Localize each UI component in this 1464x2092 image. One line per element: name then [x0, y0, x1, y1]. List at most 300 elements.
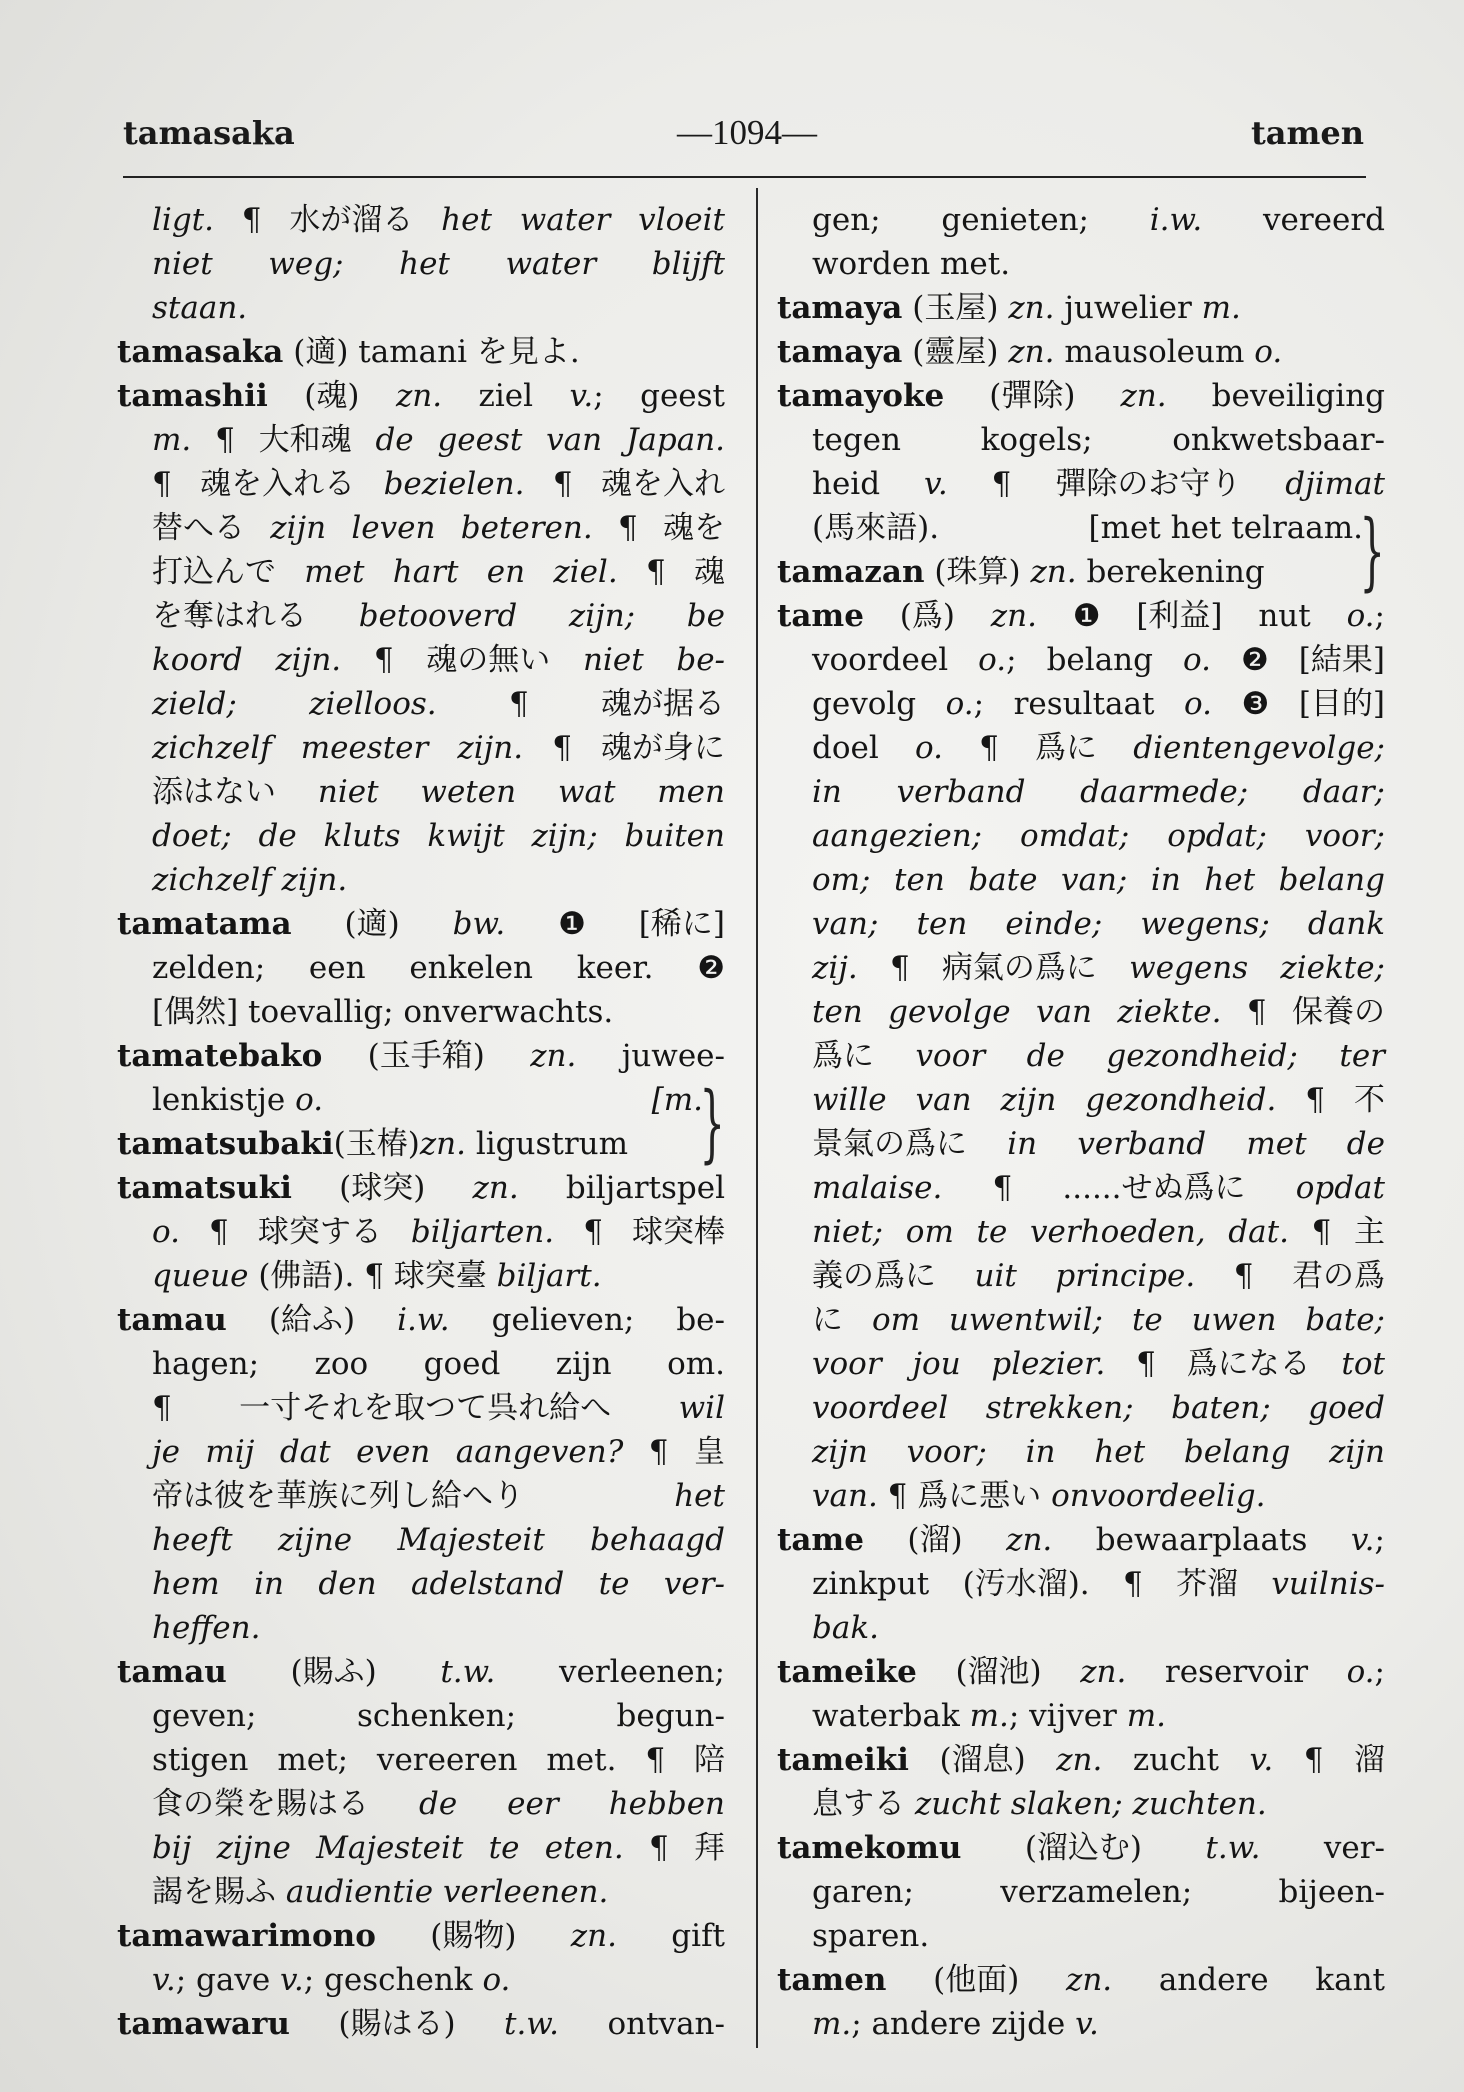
entry-text: を奪はれる — [152, 598, 359, 634]
translation-text: het — [674, 1478, 725, 1514]
translation-text: zn. — [472, 1170, 519, 1206]
entry-text: ¶ 爲になる — [1105, 1346, 1342, 1382]
translation-text: o. — [1183, 642, 1211, 678]
translation-text: van. — [812, 1478, 878, 1514]
translation-text: tot — [1341, 1346, 1385, 1382]
dictionary-line — [777, 1210, 1385, 1254]
entry-text: 食の榮を賜はる — [152, 1786, 419, 1822]
entry-text: (玉手箱) — [322, 1038, 531, 1074]
translation-text: t.w. — [504, 2006, 560, 2042]
entry-text: ; geschenk — [303, 1962, 483, 1998]
entry-text: (賜ふ) — [226, 1654, 441, 1690]
translation-text: zichzelf zijn. — [152, 862, 348, 898]
entry-text: zucht — [1102, 1742, 1250, 1778]
translation-text: malaise. — [812, 1170, 943, 1206]
entry-text: ¶ 水が溜る — [214, 202, 442, 238]
translation-text: zn. — [1008, 334, 1055, 370]
headword: tamatama — [117, 906, 292, 942]
dictionary-line — [117, 770, 725, 814]
dictionary-line — [777, 946, 1385, 990]
dictionary-entry — [777, 1650, 1385, 1738]
dictionary-entry — [777, 594, 1385, 1518]
dictionary-line — [777, 1122, 1385, 1166]
entry-text: (溜池) — [916, 1654, 1081, 1690]
entry-text: (玉椿) — [333, 1126, 420, 1162]
entry-text: ¶ 魂を入れ — [524, 466, 725, 502]
headword: tamaya — [777, 290, 903, 326]
dictionary-line — [777, 462, 1385, 506]
dictionary-entry — [117, 330, 725, 374]
dictionary-entry — [117, 1298, 725, 1650]
entry-text: ¶ 一寸それを取つて呉れ給へ — [152, 1390, 679, 1426]
dictionary-line — [117, 682, 725, 726]
entry-text: 添はない — [152, 774, 318, 810]
dictionary-line — [117, 330, 725, 374]
dictionary-line — [777, 374, 1385, 418]
dictionary-entry — [117, 1166, 725, 1298]
translation-text: van; ten einde; wegens; dank — [812, 906, 1385, 942]
translation-text: i.w. — [397, 1302, 450, 1338]
running-head-right: tamen — [1251, 114, 1364, 152]
translation-text: audientie verleenen. — [285, 1874, 609, 1910]
entry-text: stigen met; vereeren met. ¶ 陪 — [152, 1742, 725, 1778]
entry-text: (適) — [291, 906, 453, 942]
dictionary-line — [117, 726, 725, 770]
translation-text: zn. — [1030, 554, 1077, 590]
translation-text: o. — [1183, 686, 1212, 722]
entry-text: juwee- — [576, 1038, 725, 1074]
headword: tamen — [777, 1962, 887, 1998]
dictionary-line — [117, 990, 725, 1034]
dictionary-line — [777, 286, 1385, 330]
dictionary-line — [777, 1562, 1385, 1606]
translation-text: voor jou plezier. — [812, 1346, 1106, 1382]
dictionary-line — [117, 242, 725, 286]
entry-text: 義の爲に — [812, 1258, 975, 1294]
entry-text: berekening — [1076, 554, 1265, 590]
entry-text: ¶ 球突する — [179, 1214, 411, 1250]
headword: tamaya — [777, 334, 903, 370]
entry-text: (他面) — [886, 1962, 1066, 1998]
dictionary-line — [117, 1694, 725, 1738]
translation-text: zn. — [419, 1126, 466, 1162]
translation-text: dientengevolge; — [1133, 730, 1385, 766]
translation-text: bak. — [812, 1610, 879, 1646]
dictionary-line — [117, 1518, 725, 1562]
translation-text: doet; de kluts kwijt zijn; buiten — [152, 818, 725, 854]
translation-text: wil — [678, 1390, 725, 1426]
translation-text: o. — [295, 1082, 324, 1118]
headword: tamazan — [777, 554, 925, 590]
translation-text: djimat — [1285, 466, 1385, 502]
entry-text: (魂) — [267, 378, 396, 414]
entry-text: ❶ [利益] nut — [1036, 598, 1347, 634]
headword: tamawaru — [117, 2006, 290, 2042]
entry-text: (給ふ) — [226, 1302, 398, 1338]
dictionary-line — [117, 1650, 725, 1694]
entry-text: (珠算) — [924, 554, 1031, 590]
dictionary-line — [777, 1078, 1385, 1122]
entry-text: (溜) — [863, 1522, 1007, 1558]
translation-text: de eer hebben — [419, 1786, 725, 1822]
dictionary-line — [777, 638, 1385, 682]
entry-text: ; andere zijde — [851, 2006, 1076, 2042]
entry-text: garen; verzamelen; bijeen- — [812, 1874, 1385, 1910]
entry-text: 景氣の爲に — [812, 1126, 1008, 1162]
translation-text: bij zijne Majesteit te eten. — [152, 1830, 624, 1866]
translation-text: o. — [152, 1214, 180, 1250]
translation-text: zn. — [1080, 1654, 1127, 1690]
dictionary-entry — [117, 1914, 725, 2002]
translation-text: m. — [969, 1698, 1009, 1734]
dictionary-entry — [777, 1738, 1385, 1826]
dictionary-line — [117, 858, 725, 902]
entry-text: tegen kogels; onkwetsbaar- — [812, 422, 1385, 458]
translation-text: zn. — [1120, 378, 1167, 414]
entry-text: zinkput (汚水溜). ¶ 芥溜 — [812, 1566, 1272, 1602]
entry-text: ; vijver — [1008, 1698, 1127, 1734]
translation-text: wille van zijn gezondheid. — [812, 1082, 1277, 1118]
translation-text: zij. — [812, 950, 858, 986]
entry-text: (靈屋) — [902, 334, 1009, 370]
entry-text: ¶ 球突棒 — [554, 1214, 725, 1250]
entry-text: biljartspel — [518, 1170, 725, 1206]
entry-text: ; resultaat — [973, 686, 1184, 722]
dictionary-entry — [777, 286, 1385, 330]
header-rule — [123, 176, 1366, 178]
entry-text: 爲に — [812, 1038, 916, 1074]
entry-text: ¶ 皇 — [623, 1434, 725, 1470]
translation-text: heeft zijne Majesteit behaagd — [152, 1522, 725, 1558]
translation-text: biljart. — [496, 1258, 602, 1294]
dictionary-line — [117, 1562, 725, 1606]
translation-text: betooverd zijn; be — [358, 598, 725, 634]
entry-text: gift — [616, 1918, 726, 1954]
headword: tamau — [117, 1654, 227, 1690]
entry-text: ¶ 魂を入れる — [152, 466, 384, 502]
translation-text: o. — [914, 730, 943, 766]
entry-text: (彈除) — [944, 378, 1121, 414]
entry-text: (溜込む) — [961, 1830, 1206, 1866]
entry-text: doel — [812, 730, 915, 766]
translation-text: i.w. — [1149, 202, 1203, 238]
translation-text: v. — [569, 378, 594, 414]
dictionary-line — [117, 1430, 725, 1474]
dictionary-line — [117, 594, 725, 638]
entry-text: ver- — [1260, 1830, 1385, 1866]
dictionary-line — [117, 1034, 725, 1078]
dictionary-entry — [777, 198, 1385, 286]
translation-text: uit principe. — [974, 1258, 1196, 1294]
dictionary-entry — [777, 1518, 1385, 1650]
dictionary-entry — [117, 2002, 725, 2046]
entry-text: (賜物) — [375, 1918, 571, 1954]
dictionary-line — [777, 814, 1385, 858]
translation-text: t.w. — [1205, 1830, 1261, 1866]
headword: tamatsubaki — [117, 1126, 334, 1162]
entry-text: ¶ 魂が据る — [436, 686, 725, 722]
translation-text: wegens ziekte; — [1129, 950, 1385, 986]
running-head-left: tamasaka — [123, 114, 295, 152]
entry-text: zelden; een enkelen keer. ❷ — [152, 950, 725, 986]
dictionary-line — [117, 2002, 725, 2046]
entry-text: ❶ [稀に] — [505, 906, 725, 942]
entry-text: (佛語). ¶ 球突臺 — [248, 1258, 497, 1294]
dictionary-line — [117, 1606, 725, 1650]
dictionary-entry — [117, 1034, 725, 1122]
translation-text: v. — [1350, 1522, 1375, 1558]
translation-text: heffen. — [152, 1610, 261, 1646]
entry-text: (賜はる) — [289, 2006, 504, 2042]
entry-text: (溜息) — [908, 1742, 1057, 1778]
dictionary-line — [117, 1122, 725, 1166]
dictionary-entry — [117, 198, 725, 330]
entry-text: ¶ 拜 — [623, 1830, 725, 1866]
dictionary-line — [117, 1870, 725, 1914]
dictionary-line — [117, 286, 725, 330]
dictionary-entry — [777, 374, 1385, 550]
translation-text: o. — [1254, 334, 1283, 370]
dictionary-line — [777, 1606, 1385, 1650]
entry-text: ¶ 魂を — [592, 510, 725, 546]
headword: tameike — [777, 1654, 917, 1690]
headword: tamatebako — [117, 1038, 323, 1074]
dictionary-line — [117, 462, 725, 506]
entry-text: ¶ 大和魂 — [191, 422, 376, 458]
translation-text: zn. — [1008, 290, 1055, 326]
entry-text: ¶ 主 — [1288, 1214, 1385, 1250]
entry-text: beveiliging — [1166, 378, 1386, 414]
translation-text: zn. — [990, 598, 1037, 634]
entry-text: ¶ 不 — [1276, 1082, 1385, 1118]
dictionary-line — [777, 330, 1385, 374]
dictionary-line — [117, 1474, 725, 1518]
entry-text: ¶ 爲に — [942, 730, 1134, 766]
dictionary-line — [777, 418, 1385, 462]
translation-text: zn. — [530, 1038, 577, 1074]
translation-text: m. — [1201, 290, 1241, 326]
entry-text: reservoir — [1126, 1654, 1347, 1690]
entry-text: andere kant — [1112, 1962, 1385, 1998]
entry-text: (球突) — [291, 1170, 473, 1206]
entry-text: ¶ 君の爲 — [1195, 1258, 1385, 1294]
entry-text: ¶ 爲に悪い — [877, 1478, 1052, 1514]
entry-text: ; geest — [593, 378, 725, 414]
entry-text: 帝は彼を華族に列し給へり — [152, 1478, 675, 1514]
dictionary-line — [777, 1694, 1385, 1738]
translation-text: hem in den adelstand te ver- — [152, 1566, 725, 1602]
translation-text: staan. — [152, 290, 248, 326]
entry-text: ; — [1374, 598, 1385, 634]
entry-text: mausoleum — [1054, 334, 1255, 370]
dictionary-line — [777, 1870, 1385, 1914]
entry-text: ¶ 魂が身に — [523, 730, 725, 766]
dictionary-line — [777, 1782, 1385, 1826]
page-number: —1094— — [677, 113, 817, 152]
dictionary-line — [777, 682, 1385, 726]
entry-text: sparen. — [812, 1918, 930, 1954]
translation-text: ligt. — [152, 202, 214, 238]
dictionary-line — [777, 1430, 1385, 1474]
entry-text: gelieven; be- — [449, 1302, 725, 1338]
column-divider — [756, 188, 758, 2048]
translation-text: ten gevolge van ziekte. — [812, 994, 1222, 1030]
dictionary-line — [777, 506, 1385, 550]
dictionary-line — [777, 770, 1385, 814]
headword: tamawarimono — [117, 1918, 376, 1954]
dictionary-line — [777, 726, 1385, 770]
translation-text: met hart en ziel. — [304, 554, 618, 590]
translation-text: v. — [1075, 2006, 1099, 2042]
translation-text: niet; om te verhoeden, dat. — [812, 1214, 1289, 1250]
translation-text: o. — [978, 642, 1007, 678]
entry-text: ¶ 溜 — [1273, 1742, 1385, 1778]
entry-text: ; — [1374, 1654, 1385, 1690]
dictionary-line — [117, 1738, 725, 1782]
translation-text: vuilnis- — [1271, 1566, 1385, 1602]
dictionary-entry — [117, 374, 725, 902]
entry-text: ¶ 保養の — [1221, 994, 1386, 1030]
translation-text: om; ten bate van; in het belang — [812, 862, 1385, 898]
entry-text: gevolg — [812, 686, 946, 722]
entry-text: (適) tamani を見よ. — [283, 334, 580, 370]
dictionary-line — [777, 2002, 1385, 2046]
entry-text: vereerd — [1202, 202, 1386, 238]
dictionary-line — [117, 374, 725, 418]
entry-text: 替へる — [152, 510, 271, 546]
dictionary-line — [777, 1650, 1385, 1694]
translation-text: niet weg; het water blijft — [152, 246, 725, 282]
dictionary-entry — [777, 1958, 1385, 2046]
translation-text: v. — [924, 466, 948, 502]
entry-text: (馬來語). — [812, 510, 940, 546]
entry-text: verleenen; — [495, 1654, 726, 1690]
dictionary-line — [117, 506, 725, 550]
translation-text: je mij dat even aangeven? — [152, 1434, 624, 1470]
entry-text: gen; genieten; — [812, 202, 1150, 238]
entry-text: waterbak — [812, 1698, 970, 1734]
headword: tamau — [117, 1302, 227, 1338]
entry-text: heid — [812, 466, 925, 502]
entry-text: ziel — [442, 378, 570, 414]
translation-text: de geest van Japan. — [375, 422, 725, 458]
translation-text: zn. — [1006, 1522, 1053, 1558]
dictionary-line — [777, 1342, 1385, 1386]
entry-text: 謁を賜ふ — [152, 1874, 286, 1910]
entry-text: ¶ ......せぬ爲に — [942, 1170, 1296, 1206]
translation-text: koord zijn. — [152, 642, 342, 678]
translation-text: voordeel strekken; baten; goed — [812, 1390, 1385, 1426]
dictionary-line — [777, 1826, 1385, 1870]
dictionary-line — [117, 638, 725, 682]
entry-text: (玉屋) — [902, 290, 1009, 326]
translation-text: m. — [1126, 1698, 1166, 1734]
translation-text: m. — [152, 422, 192, 458]
translation-text: bw. — [452, 906, 506, 942]
entry-text: ❷ [結果] — [1210, 642, 1385, 678]
translation-text: in verband daarmede; daar; — [812, 774, 1385, 810]
translation-text: bezielen. — [383, 466, 525, 502]
dictionary-line — [777, 1518, 1385, 1562]
dictionary-line — [777, 198, 1385, 242]
translation-text: om uwentwil; te uwen bate; — [871, 1302, 1385, 1338]
dictionary-line — [117, 1386, 725, 1430]
headword: tamashii — [117, 378, 268, 414]
left-column — [117, 198, 725, 2046]
translation-text: opdat — [1295, 1170, 1385, 1206]
dictionary-line — [117, 1078, 725, 1122]
entry-text: lenkistje — [152, 1082, 296, 1118]
dictionary-line — [777, 1386, 1385, 1430]
translation-text: niet be- — [582, 642, 726, 678]
translation-text: zield; zielloos. — [152, 686, 437, 722]
translation-text: zn. — [1056, 1742, 1103, 1778]
right-column — [777, 198, 1385, 2046]
translation-text: zn. — [570, 1918, 617, 1954]
entry-text: (爲) — [863, 598, 991, 634]
entry-text: ontvan- — [559, 2006, 725, 2042]
translation-text: onvoordeelig. — [1051, 1478, 1266, 1514]
translation-text: m. — [812, 2006, 852, 2042]
dictionary-entry — [777, 1826, 1385, 1958]
dictionary-line — [117, 1914, 725, 1958]
dictionary-line — [777, 1298, 1385, 1342]
translation-text: o. — [1346, 1654, 1375, 1690]
headword: tamatsuki — [117, 1170, 292, 1206]
entry-text: bewaarplaats — [1052, 1522, 1351, 1558]
translation-text: t.w. — [440, 1654, 496, 1690]
dictionary-line — [777, 550, 1385, 594]
dictionary-line — [777, 1914, 1385, 1958]
entry-text: 息する — [812, 1786, 915, 1822]
translation-text: v. — [280, 1962, 304, 1998]
dictionary-line — [777, 594, 1385, 638]
entry-text: ❸ [目的] — [1211, 686, 1386, 722]
carried-word: [met het telraam. — [1088, 510, 1363, 546]
entry-text: hagen; zoo goed zijn om. — [152, 1346, 725, 1382]
dictionary-line — [117, 1958, 725, 2002]
dictionary-line — [777, 990, 1385, 1034]
dictionary-line — [117, 1782, 725, 1826]
dictionary-line — [777, 1474, 1385, 1518]
dictionary-line — [777, 1166, 1385, 1210]
dictionary-line — [117, 1826, 725, 1870]
translation-text: queue — [152, 1258, 249, 1294]
dictionary-line — [117, 1254, 725, 1298]
entry-text: voordeel — [812, 642, 979, 678]
dictionary-line — [117, 814, 725, 858]
translation-text: o. — [1346, 598, 1375, 634]
dictionary-line — [117, 198, 725, 242]
translation-text: v. — [152, 1962, 176, 1998]
entry-text: ligustrum — [465, 1126, 629, 1162]
dictionary-line — [117, 1166, 725, 1210]
dictionary-line — [777, 242, 1385, 286]
dictionary-line — [117, 550, 725, 594]
headword: tame — [777, 598, 864, 634]
dictionary-line — [777, 902, 1385, 946]
translation-text: niet weten wat men — [317, 774, 725, 810]
translation-text: zijn leven beteren. — [270, 510, 593, 546]
entry-text: [偶然] toevallig; onverwachts. — [152, 994, 614, 1030]
dictionary-line — [117, 902, 725, 946]
dictionary-entry — [117, 902, 725, 1034]
dictionary-line — [117, 418, 725, 462]
dictionary-line — [117, 1298, 725, 1342]
entry-text: ; belang — [1006, 642, 1183, 678]
entry-text: ; — [1374, 1522, 1385, 1558]
entry-text: worden met. — [812, 246, 1011, 282]
